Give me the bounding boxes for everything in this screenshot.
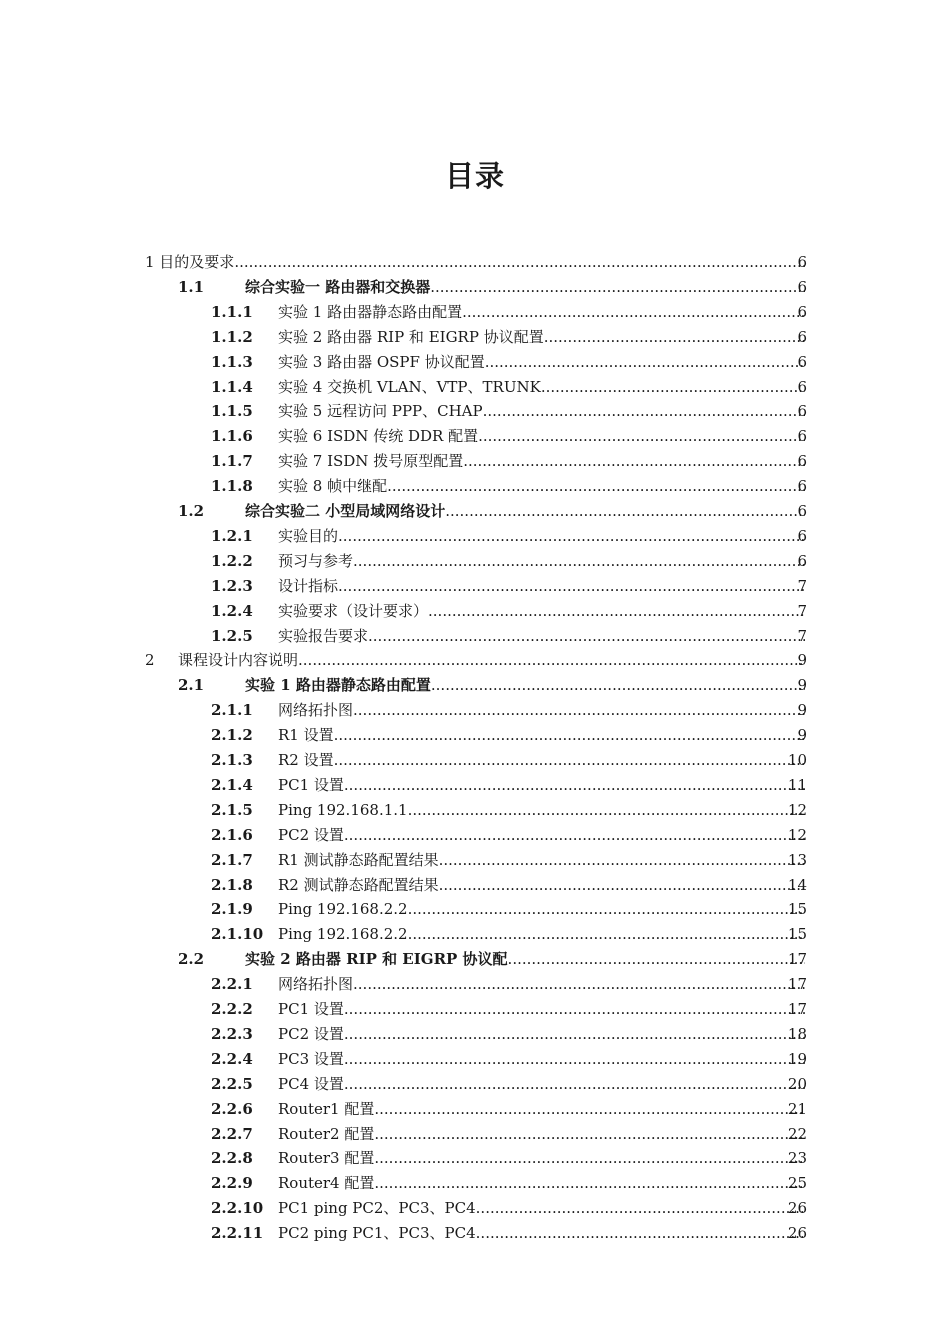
toc-entry-leader-line xyxy=(278,624,805,648)
toc-entry-number: 2.1.5 xyxy=(211,800,253,819)
toc-entry-leader-line xyxy=(278,1171,805,1195)
toc-entry-number: 2.1 xyxy=(178,676,205,695)
toc-entry-page-number: 13 xyxy=(787,850,807,869)
toc-entry-leader-line xyxy=(278,574,805,598)
toc-entry-title: PC2 ping PC1、PC3、PC4 xyxy=(278,1224,476,1243)
toc-entry-number: 2.1.4 xyxy=(211,775,253,794)
toc-entry-leader-line xyxy=(278,599,805,623)
toc-entry[interactable] xyxy=(0,997,950,1021)
toc-dot-leader xyxy=(478,424,805,448)
toc-entry[interactable] xyxy=(0,624,950,648)
toc-entry-title: PC3 设置 xyxy=(278,1049,344,1068)
toc-entry-title: 预习与参考 xyxy=(278,551,354,570)
toc-entry-page-number: 22 xyxy=(787,1124,807,1143)
toc-dot-leader xyxy=(483,399,805,423)
toc-entry-leader-line xyxy=(278,873,805,897)
toc-entry[interactable] xyxy=(0,1122,950,1146)
toc-entry[interactable] xyxy=(0,574,950,598)
toc-dot-leader xyxy=(344,997,805,1021)
toc-entry[interactable] xyxy=(0,1022,950,1046)
toc-entry-title: 网络拓扑图 xyxy=(278,701,354,720)
toc-entry-number: 2.2.5 xyxy=(211,1074,253,1093)
toc-entry-leader-line xyxy=(278,723,805,747)
toc-entry-number: 2.2.11 xyxy=(211,1224,264,1243)
toc-dot-leader xyxy=(344,1022,805,1046)
toc-entry-title: Router2 配置 xyxy=(278,1124,375,1143)
toc-entry-leader-line xyxy=(278,1221,805,1245)
toc-entry-title: PC1 设置 xyxy=(278,1000,344,1018)
toc-entry-leader-line xyxy=(245,947,805,971)
toc-dot-leader xyxy=(541,375,805,399)
toc-dot-leader xyxy=(334,748,805,772)
toc-entry[interactable] xyxy=(0,375,950,399)
toc-entry[interactable] xyxy=(0,1171,950,1195)
toc-entry-page-number: 6 xyxy=(797,277,807,296)
toc-entry-number: 1.1.4 xyxy=(211,377,253,396)
toc-entry[interactable] xyxy=(0,698,950,722)
toc-entry-number: 2 xyxy=(145,651,155,670)
toc-entry-number: 2.1.10 xyxy=(211,925,264,944)
toc-entry-leader-line xyxy=(145,250,805,274)
toc-entry-page-number: 6 xyxy=(797,377,807,396)
toc-entry-number: 1.1.8 xyxy=(211,477,253,496)
toc-entry-number: 2.2.2 xyxy=(211,1000,253,1018)
toc-entry-title: 综合实验一 路由器和交换器 xyxy=(245,277,431,296)
toc-entry-number: 2.2.9 xyxy=(211,1174,253,1193)
toc-entry-page-number: 14 xyxy=(787,875,807,894)
toc-dot-leader xyxy=(298,648,805,672)
toc-entry-title: Router4 配置 xyxy=(278,1174,375,1193)
toc-dot-leader xyxy=(334,723,805,747)
toc-entry-page-number: 11 xyxy=(787,775,807,794)
toc-entry-title: 实验 3 路由器 OSPF 协议配置 xyxy=(278,352,485,371)
toc-entry-title: PC4 设置 xyxy=(278,1074,344,1093)
toc-entry-title: R2 测试静态路配置结果 xyxy=(278,875,439,894)
toc-dot-leader xyxy=(344,823,805,847)
toc-entry-leader-line xyxy=(278,449,805,473)
toc-dot-leader xyxy=(544,325,805,349)
toc-entry[interactable] xyxy=(0,773,950,797)
toc-entry-number: 2.1.8 xyxy=(211,875,253,894)
toc-entry-leader-line xyxy=(278,897,805,921)
toc-entry-page-number: 6 xyxy=(797,477,807,496)
toc-entry-page-number: 7 xyxy=(797,601,807,620)
toc-entry[interactable] xyxy=(0,972,950,996)
toc-entry-title: 实验 2 路由器 RIP 和 EIGRP 协议配 xyxy=(245,950,508,969)
toc-entry-page-number: 6 xyxy=(797,302,807,321)
toc-entry[interactable] xyxy=(0,748,950,772)
toc-entry-number: 1.1 xyxy=(178,277,205,296)
toc-entry-leader-line xyxy=(278,997,805,1021)
toc-entry-page-number: 6 xyxy=(797,551,807,570)
toc-entry[interactable] xyxy=(0,648,950,672)
toc-entry-title: PC1 ping PC2、PC3、PC4 xyxy=(278,1199,476,1218)
toc-dot-leader xyxy=(476,1221,805,1245)
toc-entry-title: Ping 192.168.2.2 xyxy=(278,925,408,944)
toc-entry-title: 实验 5 远程访问 PPP、CHAP xyxy=(278,402,483,421)
toc-entry-page-number: 6 xyxy=(797,352,807,371)
toc-dot-leader xyxy=(408,922,805,946)
toc-entry-number: 1.2.2 xyxy=(211,551,253,570)
toc-entry[interactable] xyxy=(0,549,950,573)
toc-entry[interactable] xyxy=(0,250,950,274)
toc-entry[interactable] xyxy=(0,673,950,697)
toc-entry[interactable] xyxy=(0,424,950,448)
toc-entry-page-number: 9 xyxy=(797,726,807,745)
toc-entry[interactable] xyxy=(0,300,950,324)
toc-entry-leader-line xyxy=(278,549,805,573)
toc-entry[interactable] xyxy=(0,350,950,374)
toc-dot-leader xyxy=(387,474,805,498)
toc-dot-leader xyxy=(462,300,805,324)
toc-entry-leader-line xyxy=(278,474,805,498)
toc-entry[interactable] xyxy=(0,275,950,299)
toc-entry-number: 1.1.7 xyxy=(211,452,253,471)
toc-entry-title: Ping 192.168.2.2 xyxy=(278,900,408,919)
toc-entry-title: 设计指标 xyxy=(278,576,339,595)
toc-entry-leader-line xyxy=(278,773,805,797)
toc-entry-number: 2.1.7 xyxy=(211,850,253,869)
toc-entry-leader-line xyxy=(278,524,805,548)
toc-entry-title: Ping 192.168.1.1 xyxy=(278,800,408,819)
toc-entry-title: 实验 2 路由器 RIP 和 EIGRP 协议配置 xyxy=(278,327,544,346)
toc-entry-page-number: 21 xyxy=(787,1099,807,1118)
toc-dot-leader xyxy=(374,1171,805,1195)
toc-entry-leader-line xyxy=(278,698,805,722)
toc-entry-number: 2.2.6 xyxy=(211,1099,253,1118)
toc-entry-title: 1 目的及要求 xyxy=(145,253,235,271)
toc-entry-leader-line xyxy=(278,823,805,847)
toc-entry-number: 2.1.2 xyxy=(211,726,253,745)
toc-entry-leader-line xyxy=(278,1196,805,1220)
toc-entry-number: 2.2.8 xyxy=(211,1149,253,1168)
toc-entry-number: 1.1.2 xyxy=(211,327,253,346)
toc-entry-title: R1 设置 xyxy=(278,726,334,745)
toc-entry-leader-line xyxy=(278,848,805,872)
toc-entry-leader-line xyxy=(278,972,805,996)
toc-entry-page-number: 6 xyxy=(797,327,807,346)
toc-entry-page-number: 17 xyxy=(787,950,807,969)
toc-entry-page-number: 7 xyxy=(797,626,807,645)
toc-entry-title: 实验要求（设计要求） xyxy=(278,601,429,620)
toc-entry-leader-line xyxy=(278,375,805,399)
toc-entry-page-number: 15 xyxy=(787,925,807,944)
toc-entry[interactable] xyxy=(0,325,950,349)
page-title: 目录 xyxy=(444,159,505,193)
toc-entry-page-number: 6 xyxy=(797,402,807,421)
toc-entry-number: 1.2.4 xyxy=(211,601,253,620)
toc-dot-leader xyxy=(445,499,805,523)
toc-entry-leader-line xyxy=(245,499,805,523)
toc-entry[interactable] xyxy=(0,1072,950,1096)
toc-dot-leader xyxy=(408,798,805,822)
toc-entry-leader-line xyxy=(278,1122,805,1146)
toc-entry[interactable] xyxy=(0,1047,950,1071)
toc-entry-number: 2.2.3 xyxy=(211,1024,253,1043)
toc-dot-leader xyxy=(353,549,805,573)
toc-entry-title: 实验 4 交换机 VLAN、VTP、TRUNK xyxy=(278,377,541,396)
toc-entry-leader-line xyxy=(278,325,805,349)
toc-entry-number: 2.2.10 xyxy=(211,1199,264,1218)
toc-entry[interactable] xyxy=(0,399,950,423)
toc-entry[interactable] xyxy=(0,1097,950,1121)
toc-entry-page-number: 17 xyxy=(787,1000,807,1018)
toc-dot-leader xyxy=(368,624,805,648)
toc-entry-leader-line xyxy=(278,1097,805,1121)
toc-entry[interactable] xyxy=(0,499,950,523)
toc-entry-title: Router3 配置 xyxy=(278,1149,375,1168)
toc-entry-number: 2.1.6 xyxy=(211,825,253,844)
toc-entry[interactable] xyxy=(0,524,950,548)
toc-entry-number: 2.2.7 xyxy=(211,1124,253,1143)
toc-dot-leader xyxy=(234,250,805,274)
toc-entry-title: Router1 配置 xyxy=(278,1099,375,1118)
toc-dot-leader xyxy=(344,1047,805,1071)
toc-dot-leader xyxy=(353,698,805,722)
toc-entry[interactable] xyxy=(0,449,950,473)
toc-entry[interactable] xyxy=(0,848,950,872)
toc-entry-page-number: 26 xyxy=(787,1199,807,1218)
toc-entry-title: 实验 8 帧中继配 xyxy=(278,477,388,496)
toc-entry-number: 1.1.5 xyxy=(211,402,253,421)
toc-entry[interactable] xyxy=(0,873,950,897)
toc-entry-number: 2.2 xyxy=(178,950,205,969)
toc-entry-page-number: 9 xyxy=(797,676,807,695)
toc-entry-leader-line xyxy=(245,275,805,299)
toc-entry-page-number: 6 xyxy=(797,253,807,271)
toc-entry-number: 1.2 xyxy=(178,502,205,520)
toc-entry-page-number: 6 xyxy=(797,526,807,545)
toc-entry-title: PC1 设置 xyxy=(278,775,344,794)
toc-entry-title: 网络拓扑图 xyxy=(278,975,354,994)
toc-entry[interactable] xyxy=(0,922,950,946)
toc-entry-page-number: 9 xyxy=(797,651,807,670)
toc-entry-number: 1.1.6 xyxy=(211,427,253,446)
toc-entry-title: 课程设计内容说明 xyxy=(178,651,299,670)
toc-dot-leader xyxy=(344,1072,805,1096)
toc-entry[interactable] xyxy=(0,1146,950,1170)
toc-entry-page-number: 19 xyxy=(787,1049,807,1068)
toc-entry-page-number: 23 xyxy=(787,1149,807,1168)
toc-entry-leader-line xyxy=(278,1047,805,1071)
toc-entry-page-number: 26 xyxy=(787,1224,807,1243)
toc-entry[interactable] xyxy=(0,599,950,623)
toc-entry-number: 1.2.3 xyxy=(211,576,253,595)
toc-dot-leader xyxy=(485,350,805,374)
toc-entry-page-number: 17 xyxy=(787,975,807,994)
toc-entry-leader-line xyxy=(278,798,805,822)
toc-entry-leader-line xyxy=(278,399,805,423)
toc-entry[interactable] xyxy=(0,1221,950,1245)
toc-dot-leader xyxy=(374,1146,805,1170)
toc-entry[interactable] xyxy=(0,798,950,822)
toc-entry-leader-line xyxy=(278,424,805,448)
toc-dot-leader xyxy=(463,449,805,473)
toc-entry-leader-line xyxy=(278,1146,805,1170)
toc-dot-leader xyxy=(374,1097,805,1121)
toc-entry-number: 1.2.1 xyxy=(211,526,253,545)
toc-entry-title: PC2 设置 xyxy=(278,1024,344,1043)
toc-entry-title: 实验 7 ISDN 拨号原型配置 xyxy=(278,452,464,471)
toc-entry-title: 实验报告要求 xyxy=(278,626,369,645)
toc-entry-title: 实验 1 路由器静态路由配置 xyxy=(245,676,431,695)
toc-dot-leader xyxy=(430,275,805,299)
toc-entry[interactable] xyxy=(0,1196,950,1220)
toc-dot-leader xyxy=(439,873,805,897)
toc-dot-leader xyxy=(353,972,805,996)
toc-entry-number: 2.2.4 xyxy=(211,1049,253,1068)
toc-dot-leader xyxy=(344,773,805,797)
toc-entry-page-number: 6 xyxy=(797,502,807,520)
toc-entry[interactable] xyxy=(0,897,950,921)
toc-entry-page-number: 18 xyxy=(787,1024,807,1043)
toc-entry-leader-line xyxy=(278,748,805,772)
toc-entry-number: 2.1.3 xyxy=(211,751,253,769)
toc-entry-page-number: 20 xyxy=(787,1074,807,1093)
toc-dot-leader xyxy=(338,574,805,598)
toc-entry-title: 实验 6 ISDN 传统 DDR 配置 xyxy=(278,427,479,446)
toc-entry-leader-line xyxy=(278,300,805,324)
toc-entry-leader-line xyxy=(278,1022,805,1046)
toc-entry-page-number: 12 xyxy=(787,825,807,844)
toc-dot-leader xyxy=(508,947,805,971)
toc-entry-page-number: 6 xyxy=(797,452,807,471)
toc-dot-leader xyxy=(428,599,805,623)
toc-entry[interactable] xyxy=(0,723,950,747)
toc-entry-title: 实验 1 路由器静态路由配置 xyxy=(278,302,463,321)
toc-entry-title: R1 测试静态路配置结果 xyxy=(278,850,439,869)
toc-entry-page-number: 10 xyxy=(787,751,807,769)
toc-entry-leader-line xyxy=(278,1072,805,1096)
toc-entry-number: 1.1.1 xyxy=(211,302,253,321)
toc-entry-number: 1.1.3 xyxy=(211,352,253,371)
toc-entry-page-number: 7 xyxy=(797,576,807,595)
toc-entry-number: 2.1.9 xyxy=(211,900,253,919)
toc-entry-number: 1.2.5 xyxy=(211,626,253,645)
toc-entry-leader-line xyxy=(278,922,805,946)
toc-entry-title: 综合实验二 小型局域网络设计 xyxy=(245,502,446,520)
toc-entry-number: 2.2.1 xyxy=(211,975,253,994)
toc-entry-page-number: 25 xyxy=(787,1174,807,1193)
toc-entry-leader-line xyxy=(245,673,805,697)
toc-entry-leader-line xyxy=(178,648,805,672)
toc-dot-leader xyxy=(476,1196,805,1220)
toc-entry-title: PC2 设置 xyxy=(278,825,344,844)
toc-entry-number: 2.1.1 xyxy=(211,701,253,720)
toc-entry-leader-line xyxy=(278,350,805,374)
toc-entry[interactable] xyxy=(0,823,950,847)
toc-dot-leader xyxy=(374,1122,805,1146)
toc-entry-title: 实验目的 xyxy=(278,526,339,545)
toc-entry[interactable] xyxy=(0,947,950,971)
toc-entry-page-number: 12 xyxy=(787,800,807,819)
toc-dot-leader xyxy=(338,524,805,548)
toc-entry-title: R2 设置 xyxy=(278,751,334,769)
toc-dot-leader xyxy=(408,897,805,921)
toc-entry-page-number: 15 xyxy=(787,900,807,919)
toc-entry-page-number: 6 xyxy=(797,427,807,446)
toc-entry-page-number: 9 xyxy=(797,701,807,720)
toc-dot-leader xyxy=(431,673,805,697)
toc-entry[interactable] xyxy=(0,474,950,498)
toc-dot-leader xyxy=(439,848,805,872)
